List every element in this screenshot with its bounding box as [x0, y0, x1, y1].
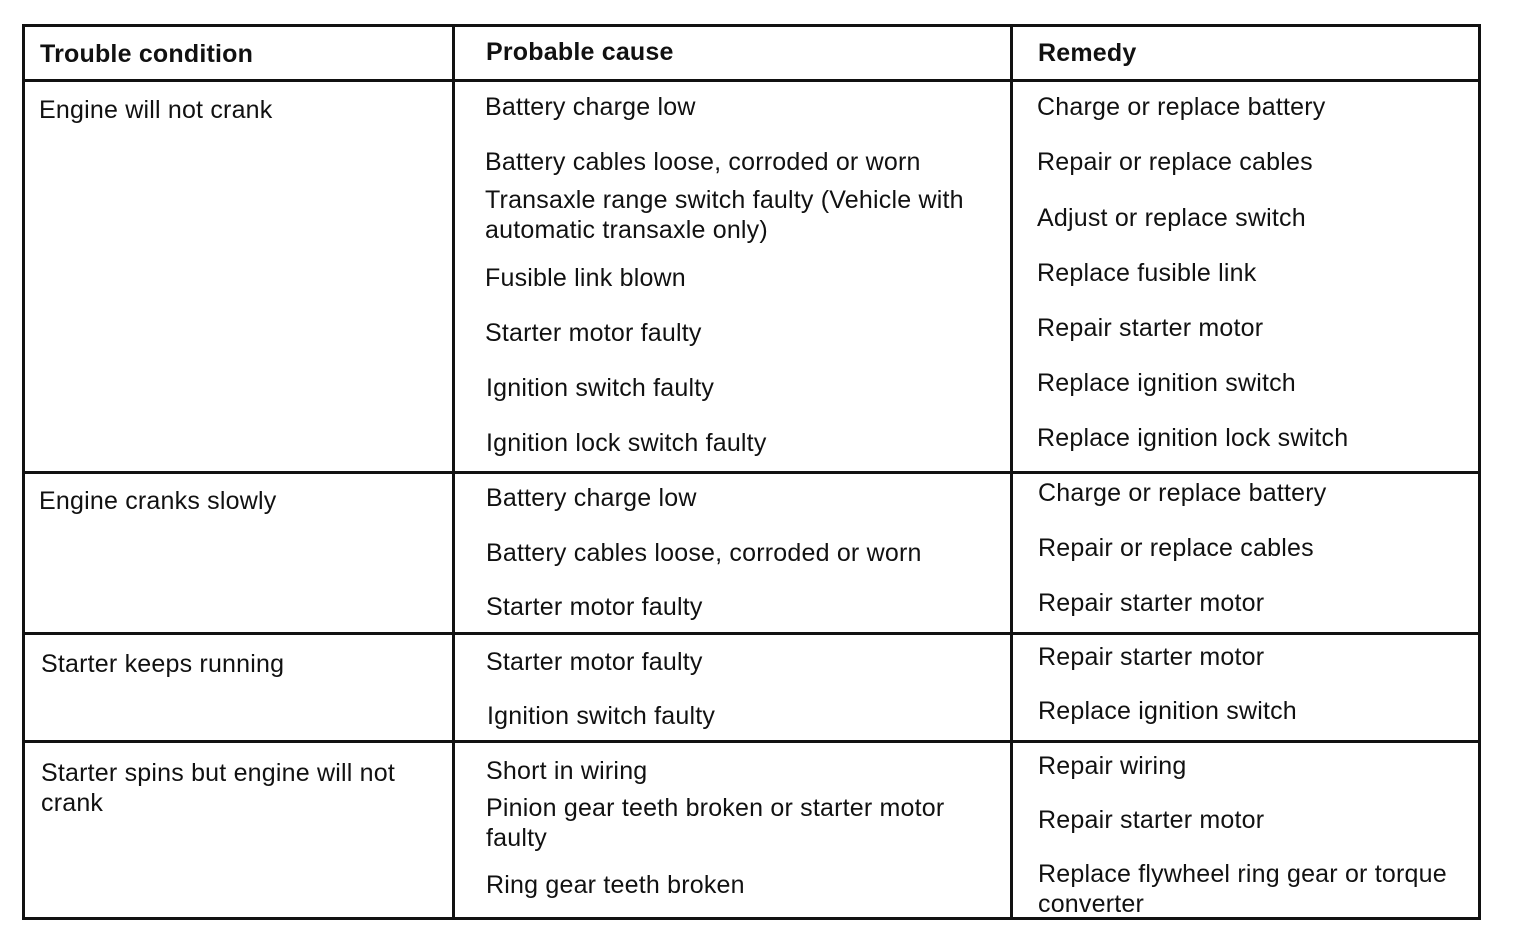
remedy: Replace ignition switch — [1037, 369, 1296, 397]
remedy: Replace flywheel ring gear or torque converter — [1038, 860, 1447, 918]
remedy: Repair or replace cables — [1037, 148, 1313, 176]
row-divider — [25, 740, 1478, 743]
probable-cause: Ring gear teeth broken — [486, 871, 745, 899]
remedy: Repair starter motor — [1038, 806, 1265, 834]
header-divider — [25, 79, 1478, 82]
remedy: Repair starter motor — [1037, 314, 1264, 342]
trouble-condition: Engine cranks slowly — [39, 487, 277, 515]
remedy: Replace ignition switch — [1038, 697, 1297, 725]
remedy: Repair starter motor — [1038, 643, 1265, 671]
probable-cause: Starter motor faulty — [485, 319, 702, 347]
remedy: Adjust or replace switch — [1037, 204, 1306, 232]
row-divider — [25, 632, 1478, 635]
probable-cause: Starter motor faulty — [486, 593, 703, 621]
probable-cause: Pinion gear teeth broken or starter motor faulty — [486, 794, 945, 852]
trouble-condition: Starter spins but engine will not crank — [41, 759, 396, 817]
remedy: Charge or replace battery — [1037, 93, 1326, 121]
row-divider — [25, 471, 1478, 474]
remedy: Replace fusible link — [1037, 259, 1257, 287]
trouble-condition: Engine will not crank — [39, 96, 273, 124]
probable-cause: Short in wiring — [486, 757, 648, 785]
header-probable-cause: Probable cause — [486, 38, 674, 66]
probable-cause: Transaxle range switch faulty (Vehicle with automatic transaxle only) — [485, 186, 964, 244]
probable-cause: Starter motor faulty — [486, 648, 703, 676]
probable-cause: Ignition switch faulty — [487, 702, 716, 730]
trouble-condition: Starter keeps running — [41, 650, 285, 678]
remedy: Charge or replace battery — [1038, 479, 1327, 507]
probable-cause: Ignition switch faulty — [486, 374, 715, 402]
remedy: Repair wiring — [1038, 752, 1187, 780]
remedy: Repair starter motor — [1038, 589, 1265, 617]
probable-cause: Ignition lock switch faulty — [486, 429, 767, 457]
remedy: Repair or replace cables — [1038, 534, 1314, 562]
header-trouble-condition: Trouble condition — [40, 40, 254, 68]
probable-cause: Battery charge low — [486, 484, 697, 512]
probable-cause: Battery cables loose, corroded or worn — [485, 148, 921, 176]
probable-cause: Fusible link blown — [485, 264, 686, 292]
probable-cause: Battery cables loose, corroded or worn — [486, 539, 922, 567]
header-remedy: Remedy — [1038, 39, 1137, 67]
probable-cause: Battery charge low — [485, 93, 696, 121]
troubleshooting-table — [22, 24, 1481, 920]
remedy: Replace ignition lock switch — [1037, 424, 1349, 452]
